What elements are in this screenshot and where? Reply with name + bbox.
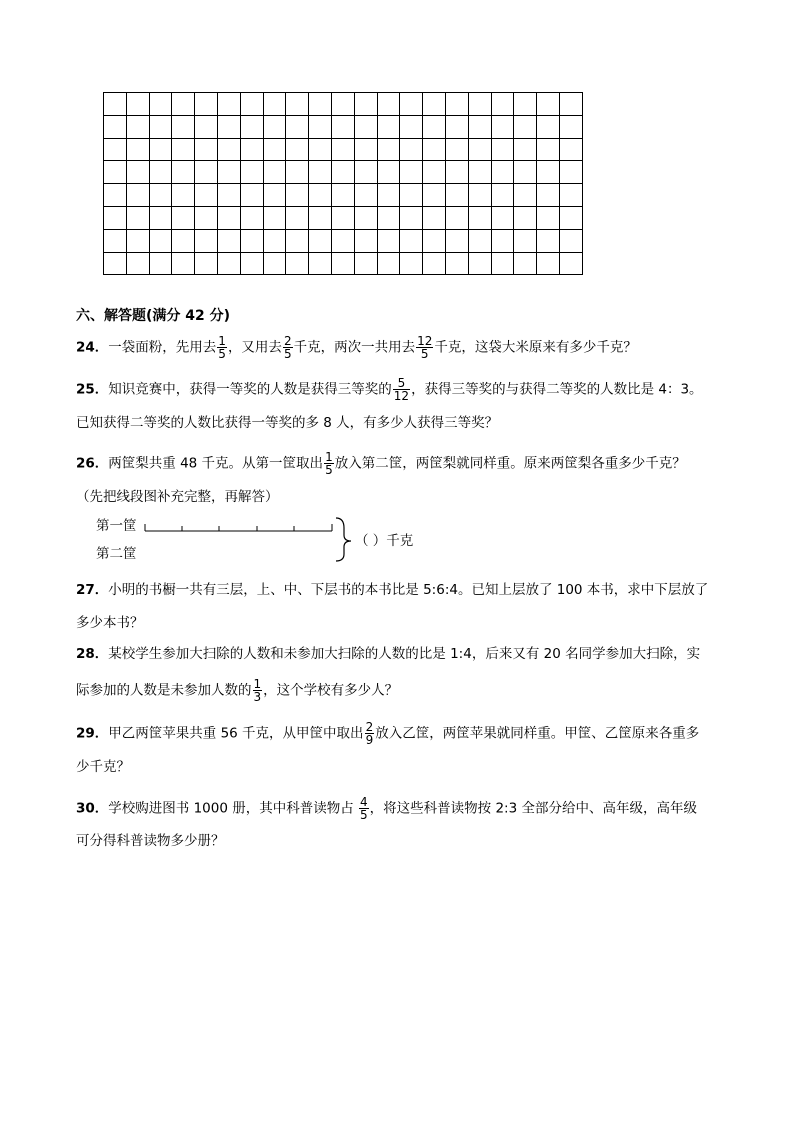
grid-cell — [354, 161, 377, 184]
grid-cell — [104, 115, 127, 138]
grid-cell — [172, 138, 195, 161]
question-27-line2: 多少本书？ — [76, 615, 144, 631]
grid-cell — [217, 184, 240, 207]
question-24 — [76, 335, 637, 360]
grid-cell — [559, 252, 582, 275]
grid-cell — [559, 229, 582, 252]
grid-cell — [423, 206, 446, 229]
denominator: 5 — [283, 347, 292, 361]
grid-cell — [217, 252, 240, 275]
answer-grid — [103, 92, 583, 275]
grid-cell — [331, 184, 354, 207]
grid-cell — [514, 184, 537, 207]
grid-cell — [377, 161, 400, 184]
grid-cell — [217, 161, 240, 184]
question-30 — [76, 796, 697, 821]
grid-cell — [331, 252, 354, 275]
grid-cell — [537, 115, 560, 138]
grid-row — [104, 161, 583, 184]
brace — [336, 518, 351, 561]
grid-row — [104, 93, 583, 116]
numerator: 2 — [283, 334, 292, 348]
grid-cell — [537, 138, 560, 161]
grid-cell — [423, 229, 446, 252]
grid-cell — [149, 138, 172, 161]
grid-cell — [286, 252, 309, 275]
grid-cell — [126, 252, 149, 275]
grid-cell — [172, 252, 195, 275]
text: 千克，这袋大米原来有多少千克？ — [434, 339, 637, 356]
grid-cell — [309, 115, 332, 138]
text: 某校学生参加大扫除的人数和未参加大扫除的人数的比是 1:4，后来又有 20 名同学参加大扫除，实 — [108, 646, 701, 662]
fraction — [324, 451, 334, 476]
question-25 — [76, 377, 703, 402]
grid-cell — [240, 206, 263, 229]
question-25-line2: 已知获得二等奖的人数比获得一等奖的多 8 人，有多少人获得三等奖？ — [76, 415, 499, 431]
question-27 — [76, 580, 708, 600]
grid-cell — [423, 115, 446, 138]
grid-cell — [195, 206, 218, 229]
segment-answer: （ ）千克 — [355, 533, 414, 549]
grid-cell — [377, 206, 400, 229]
text: 千克，两次一共用去 — [293, 339, 416, 356]
grid-cell — [491, 229, 514, 252]
grid-cell — [104, 138, 127, 161]
grid-cell — [149, 115, 172, 138]
grid-cell — [514, 252, 537, 275]
grid-cell — [468, 138, 491, 161]
grid-row — [104, 138, 583, 161]
grid-cell — [514, 93, 537, 116]
question-number: 29． — [76, 725, 109, 742]
text: 一袋面粉，先用去 — [108, 339, 217, 356]
grid-cell — [309, 184, 332, 207]
grid-cell — [400, 161, 423, 184]
numerator: 1 — [253, 677, 262, 691]
grid-cell — [240, 229, 263, 252]
grid-cell — [195, 93, 218, 116]
grid-cell — [263, 93, 286, 116]
grid-cell — [149, 206, 172, 229]
grid-row — [104, 115, 583, 138]
grid-cell — [468, 93, 491, 116]
numerator: 1 — [218, 334, 226, 348]
grid-cell — [263, 206, 286, 229]
grid-cell — [377, 252, 400, 275]
grid-cell — [491, 252, 514, 275]
grid-cell — [354, 184, 377, 207]
grid-cell — [149, 252, 172, 275]
grid-cell — [172, 93, 195, 116]
text: ，又用去 — [227, 339, 282, 356]
grid-cell — [445, 229, 468, 252]
grid-cell — [559, 115, 582, 138]
grid-cell — [263, 229, 286, 252]
grid-cell — [172, 184, 195, 207]
grid-cell — [195, 115, 218, 138]
grid-cell — [400, 184, 423, 207]
grid-cell — [354, 115, 377, 138]
text: 知识竞赛中，获得一等奖的人数是获得三等奖的 — [108, 381, 392, 398]
question-number: 27． — [76, 582, 109, 598]
grid-cell — [445, 206, 468, 229]
denominator: 9 — [365, 733, 374, 747]
question-number: 28． — [76, 646, 109, 662]
grid-cell — [309, 161, 332, 184]
grid-cell — [445, 161, 468, 184]
grid-cell — [377, 184, 400, 207]
grid-cell — [559, 93, 582, 116]
grid-cell — [445, 93, 468, 116]
fraction — [283, 335, 293, 360]
denominator: 5 — [325, 463, 333, 477]
grid-cell — [559, 206, 582, 229]
grid-cell — [240, 161, 263, 184]
grid-cell — [331, 161, 354, 184]
grid-cell — [400, 229, 423, 252]
grid-cell — [195, 184, 218, 207]
grid-cell — [514, 138, 537, 161]
grid-cell — [263, 184, 286, 207]
grid-cell — [104, 206, 127, 229]
grid-cell — [400, 252, 423, 275]
grid-cell — [400, 206, 423, 229]
text: 小明的书橱一共有三层，上、中、下层书的本书比是 5:6:4。已知上层放了 100 本书，求中下层放了 — [108, 582, 709, 598]
grid-cell — [240, 93, 263, 116]
grid-cell — [217, 138, 240, 161]
grid-cell — [537, 206, 560, 229]
numerator: 1 — [325, 450, 333, 464]
grid-cell — [445, 252, 468, 275]
text: 学校购进图书 1000 册，其中科普读物占 — [108, 800, 359, 817]
fraction — [393, 377, 410, 402]
denominator: 12 — [393, 389, 410, 403]
denominator: 5 — [360, 808, 368, 822]
grid-cell — [514, 115, 537, 138]
grid-cell — [491, 138, 514, 161]
question-26-hint: （先把线段图补充完整，再解答） — [76, 489, 279, 505]
grid-row — [104, 252, 583, 275]
grid-cell — [537, 184, 560, 207]
grid-cell — [195, 138, 218, 161]
numerator: 4 — [360, 795, 368, 809]
grid-cell — [309, 229, 332, 252]
grid-cell — [491, 184, 514, 207]
text: 两筐梨共重 48 千克。从第一筐取出 — [108, 455, 324, 472]
grid-cell — [445, 115, 468, 138]
grid-cell — [309, 93, 332, 116]
grid-cell — [468, 115, 491, 138]
question-29-line2: 少千克？ — [76, 759, 130, 775]
question-28 — [76, 644, 700, 664]
grid-cell — [309, 206, 332, 229]
grid-cell — [126, 115, 149, 138]
denominator: 3 — [253, 690, 262, 704]
grid-cell — [559, 184, 582, 207]
grid-cell — [172, 229, 195, 252]
grid-cell — [468, 252, 491, 275]
grid-cell — [126, 161, 149, 184]
grid-row — [104, 184, 583, 207]
grid-cell — [331, 115, 354, 138]
text: ，将这些科普读物按 2:3 全部分给中、高年级，高年级 — [369, 800, 697, 817]
grid-cell — [445, 138, 468, 161]
question-number: 26． — [76, 455, 109, 472]
grid-cell — [172, 115, 195, 138]
grid-cell — [423, 138, 446, 161]
grid-cell — [468, 229, 491, 252]
question-26 — [76, 451, 686, 476]
grid-cell — [263, 115, 286, 138]
grid-cell — [331, 138, 354, 161]
grid-cell — [354, 252, 377, 275]
fraction — [365, 721, 375, 746]
grid-cell — [423, 93, 446, 116]
grid-cell — [104, 184, 127, 207]
question-30-line2: 可分得科普读物多少册？ — [76, 833, 225, 849]
grid-cell — [286, 206, 309, 229]
grid-cell — [445, 184, 468, 207]
question-number: 24． — [76, 339, 109, 356]
grid-row — [104, 206, 583, 229]
grid-cell — [104, 93, 127, 116]
grid-cell — [468, 206, 491, 229]
grid-row — [104, 229, 583, 252]
text: ，这个学校有多少人？ — [263, 682, 399, 699]
grid-cell — [309, 252, 332, 275]
grid-cell — [491, 115, 514, 138]
grid-cell — [126, 138, 149, 161]
grid-cell — [400, 93, 423, 116]
grid-cell — [126, 93, 149, 116]
grid-cell — [537, 161, 560, 184]
text: ，获得三等奖的与获得二等奖的人数比是 4：3。 — [411, 381, 703, 398]
grid-cell — [559, 161, 582, 184]
denominator: 5 — [218, 347, 226, 361]
question-number: 30． — [76, 800, 109, 817]
grid-cell — [126, 206, 149, 229]
grid-cell — [286, 115, 309, 138]
grid-cell — [286, 229, 309, 252]
grid-cell — [377, 115, 400, 138]
grid-cell — [514, 229, 537, 252]
grid-cell — [423, 252, 446, 275]
grid-cell — [537, 93, 560, 116]
text: 甲乙两筐苹果共重 56 千克，从甲筐中取出 — [108, 725, 364, 742]
grid-cell — [377, 93, 400, 116]
grid-cell — [400, 115, 423, 138]
text: 放入乙筐，两筐苹果就同样重。甲筐、乙筐原来各重多 — [375, 725, 700, 742]
grid-cell — [126, 184, 149, 207]
grid-cell — [149, 184, 172, 207]
grid-cell — [286, 93, 309, 116]
grid-cell — [104, 161, 127, 184]
grid-cell — [354, 138, 377, 161]
grid-cell — [400, 138, 423, 161]
numerator: 2 — [365, 720, 374, 734]
grid-cell — [286, 138, 309, 161]
segment-diagram — [140, 514, 355, 562]
grid-cell — [263, 138, 286, 161]
grid-cell — [354, 229, 377, 252]
grid-cell — [423, 161, 446, 184]
grid-cell — [514, 206, 537, 229]
grid-cell — [240, 184, 263, 207]
grid-cell — [104, 229, 127, 252]
segment-label-first: 第一筐 — [96, 518, 137, 534]
denominator: 5 — [420, 347, 429, 361]
grid-cell — [263, 161, 286, 184]
grid-cell — [537, 252, 560, 275]
grid-cell — [537, 229, 560, 252]
grid-cell — [309, 138, 332, 161]
grid-cell — [377, 138, 400, 161]
grid-cell — [331, 206, 354, 229]
grid-cell — [104, 252, 127, 275]
grid-cell — [126, 229, 149, 252]
question-28-line2 — [76, 678, 398, 703]
numerator: 5 — [393, 377, 410, 390]
grid-cell — [559, 138, 582, 161]
grid-cell — [286, 161, 309, 184]
grid-cell — [491, 206, 514, 229]
grid-cell — [240, 252, 263, 275]
grid-cell — [491, 93, 514, 116]
grid-cell — [149, 229, 172, 252]
grid-cell — [286, 184, 309, 207]
grid-cell — [172, 206, 195, 229]
grid-cell — [240, 138, 263, 161]
grid-cell — [354, 206, 377, 229]
fraction — [217, 335, 227, 360]
question-29 — [76, 721, 699, 746]
grid-cell — [240, 115, 263, 138]
grid-cell — [423, 184, 446, 207]
grid-cell — [195, 161, 218, 184]
grid-cell — [217, 93, 240, 116]
grid-cell — [172, 161, 195, 184]
grid-cell — [149, 93, 172, 116]
grid-cell — [377, 229, 400, 252]
grid-cell — [217, 229, 240, 252]
grid-cell — [491, 161, 514, 184]
grid-cell — [468, 184, 491, 207]
grid-cell — [263, 252, 286, 275]
text: 际参加的人数是未参加人数的 — [76, 682, 252, 699]
section-title: 六、解答题(满分 42 分) — [76, 308, 231, 324]
question-number: 25． — [76, 381, 109, 398]
segment-label-second: 第二筐 — [96, 546, 137, 562]
grid-cell — [514, 161, 537, 184]
grid-cell — [149, 161, 172, 184]
grid-cell — [217, 206, 240, 229]
grid-cell — [354, 93, 377, 116]
numerator: 12 — [417, 334, 433, 348]
grid-cell — [331, 229, 354, 252]
text: 放入第二筐，两筐梨就同样重。原来两筐梨各重多少千克？ — [334, 455, 686, 472]
grid-cell — [217, 115, 240, 138]
fraction — [253, 678, 263, 703]
grid-cell — [195, 229, 218, 252]
grid-cell — [195, 252, 218, 275]
grid-cell — [331, 93, 354, 116]
fraction — [416, 335, 433, 360]
grid-cell — [468, 161, 491, 184]
fraction — [359, 796, 369, 821]
